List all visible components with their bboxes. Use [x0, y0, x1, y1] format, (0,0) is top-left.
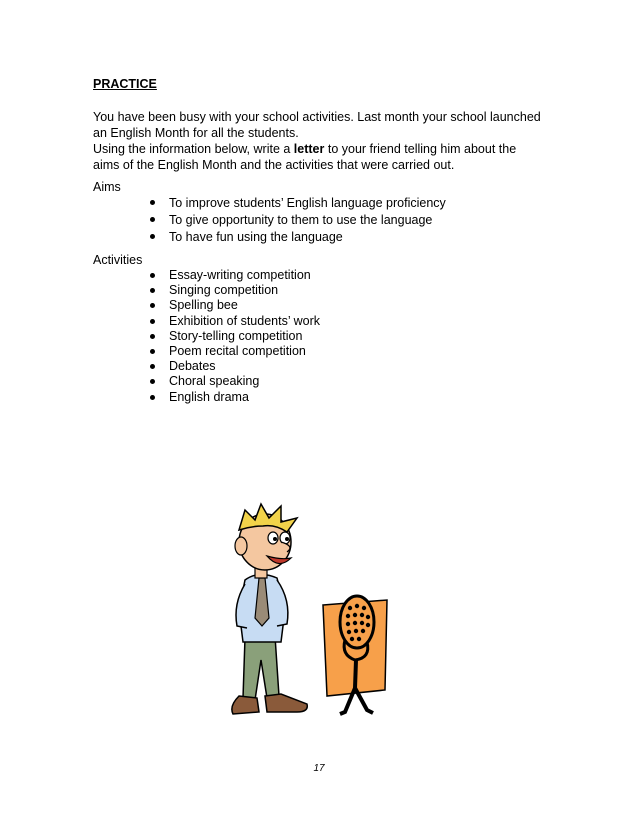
- activities-list: [148, 268, 320, 405]
- instruction-before: Using the information below, write a: [93, 142, 294, 156]
- intro-text: [93, 109, 573, 173]
- instruction-after: to your friend telling him about the: [324, 142, 517, 156]
- activity-item: Story-telling competition: [148, 329, 320, 344]
- activity-item: Singing competition: [148, 283, 320, 298]
- boy-shoe-left: [232, 696, 259, 714]
- instruction-bold-word: letter: [293, 142, 325, 156]
- boy-microphone-illustration: [215, 500, 395, 730]
- aims-label: Aims: [93, 180, 121, 194]
- aims-list: [148, 195, 446, 246]
- boy-shoe-right: [265, 694, 307, 712]
- boy-pants: [243, 636, 279, 700]
- activity-item: Choral speaking: [148, 374, 320, 389]
- section-heading: PRACTICE: [93, 77, 157, 91]
- intro-line-1: You have been busy with your school activities. Last month your school launched: [93, 110, 541, 124]
- instruction-line-1: [93, 141, 573, 157]
- page-number: 17: [313, 763, 325, 774]
- intro-line-2: an English Month for all the students.: [93, 126, 299, 140]
- activities-label: Activities: [93, 253, 143, 267]
- aims-item: To give opportunity to them to use the language: [148, 212, 446, 229]
- aims-item: To have fun using the language: [148, 229, 446, 246]
- activity-item: English drama: [148, 390, 320, 405]
- activity-item: Exhibition of students’ work: [148, 314, 320, 329]
- instruction-line-2: aims of the English Month and the activities that were carried out.: [93, 158, 455, 172]
- activity-item: Poem recital competition: [148, 344, 320, 359]
- activity-item: Debates: [148, 359, 320, 374]
- activity-item: Essay-writing competition: [148, 268, 320, 283]
- activity-item: Spelling bee: [148, 298, 320, 313]
- aims-item: To improve students’ English language proficiency: [148, 195, 446, 212]
